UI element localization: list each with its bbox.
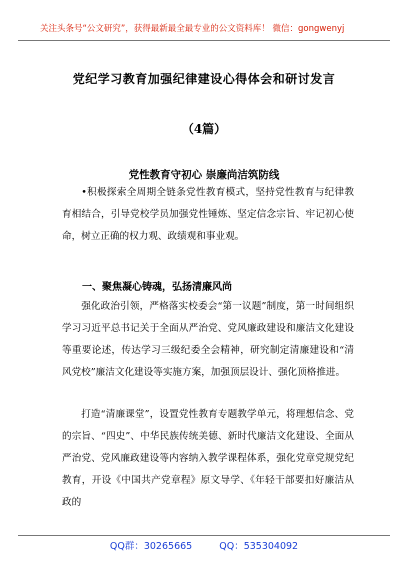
- footer-qq-group: QQ群：30265665: [109, 541, 193, 552]
- heading-1: 一、聚焦凝心铸魂，弘扬清廉风尚: [82, 282, 232, 293]
- paragraph-3: 打造“清廉课堂”，设置党性教育专题教学单元，将理想信念、党的宗旨、“四史”、中华民族传统美德、新时代廉洁文化建设、全面从严治党、党风廉政建设等内容纳入教学课程体系，强化党章党规党纪教育，开设《中国共产党章程》原文导学、《年轻干部要扣好廉洁从政的: [62, 409, 354, 508]
- document-title: 党纪学习教育加强纪律建设心得体会和研讨发言: [72, 72, 336, 86]
- footer: [0, 538, 408, 552]
- footer-divider: [18, 535, 390, 536]
- header-divider: [18, 40, 390, 41]
- header-note: 关注头条号“公文研究”，获得最新最全最专业的公文资料库！ 微信：gongwenyj: [40, 24, 345, 34]
- footer-qq: QQ：535304092: [219, 541, 299, 552]
- paragraph-2: 强化政治引领，严格落实校委会“第一议题”制度，第一时间组织学习习近平总书记关于全面从严治党、党风廉政建设和廉洁文化建设等重要论述，传达学习三级纪委全会精神，研究制定清廉建设和“清风党校”廉洁文化建设等实施方案，加强顶层设计、强化顶格推进。: [62, 301, 354, 378]
- section-title: 党性教育守初心 崇廉尚洁筑防线: [128, 169, 280, 181]
- document-count: （4篇）: [181, 122, 227, 136]
- paragraph-1: •积极探索全周期全链条党性教育模式，坚持党性教育与纪律教育相结合，引导党校学员加强党性锤炼、坚定信念宗旨、牢记初心使命，树立正确的权力观、政绩观和事业观。: [62, 187, 354, 242]
